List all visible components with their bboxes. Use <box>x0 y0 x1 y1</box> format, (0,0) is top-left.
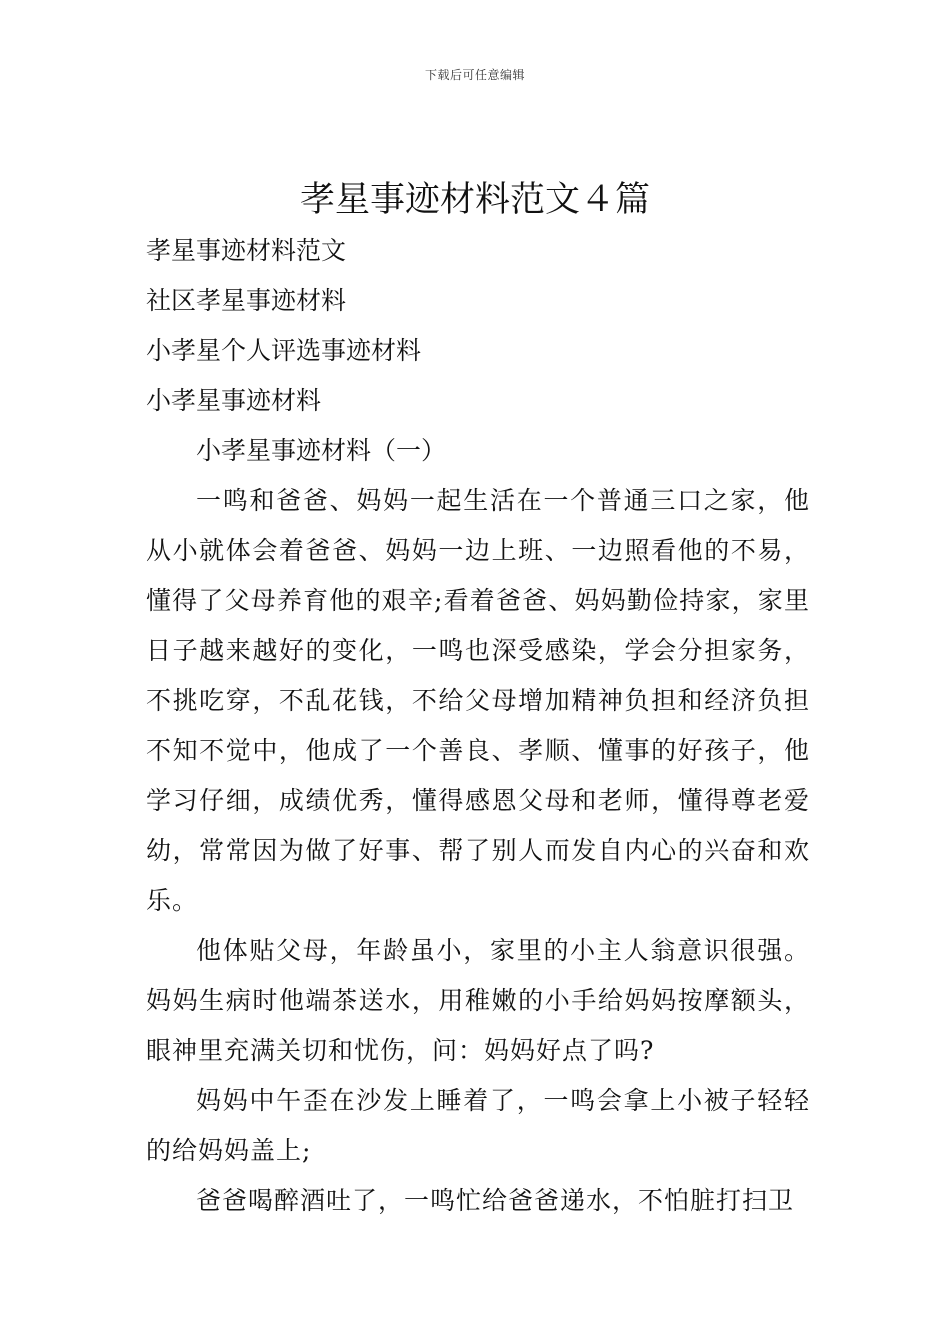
toc-item: 社区孝星事迹材料 <box>146 286 347 315</box>
body-paragraph: 妈妈中午歪在沙发上睡着了，一鸣会拿上小被子轻轻的给妈妈盖上; <box>146 1086 810 1165</box>
toc-item: 小孝星事迹材料 <box>146 386 322 415</box>
document-body <box>146 226 810 1226</box>
body-paragraph: 一鸣和爸爸、妈妈一起生活在一个普通三口之家，他从小就体会着爸爸、妈妈一边上班、一边照看他的不易，懂得了父母养育他的艰辛;看着爸爸、妈妈勤俭持家，家里日子越来越好的变化，一鸣也深受感染，学会分担家务，不挑吃穿，不乱花钱，不给父母增加精神负担和经济负担不知不觉中，他成了一个善良、孝顺、懂事的好孩子，他学习仔细，成绩优秀，懂得感恩父母和老师，懂得尊老爱幼，常常因为做了好事、帮了别人而发自内心的兴奋和欢乐。 <box>146 486 810 915</box>
toc-item: 小孝星个人评选事迹材料 <box>146 336 422 365</box>
toc-item: 孝星事迹材料范文 <box>146 236 347 265</box>
section-heading: 小孝星事迹材料（一） <box>196 436 447 465</box>
document-title: 孝星事迹材料范文４篇 <box>299 180 650 220</box>
header-note: 下载后可任意编辑 <box>424 68 525 82</box>
body-paragraph: 他体贴父母，年龄虽小，家里的小主人翁意识很强。妈妈生病时他端茶送水，用稚嫩的小手给妈妈按摩额头，眼神里充满关切和忧伤，问：妈妈好点了吗? <box>146 936 810 1065</box>
body-paragraph: 爸爸喝醉酒吐了，一鸣忙给爸爸递水，不怕脏打扫卫 <box>196 1186 795 1215</box>
